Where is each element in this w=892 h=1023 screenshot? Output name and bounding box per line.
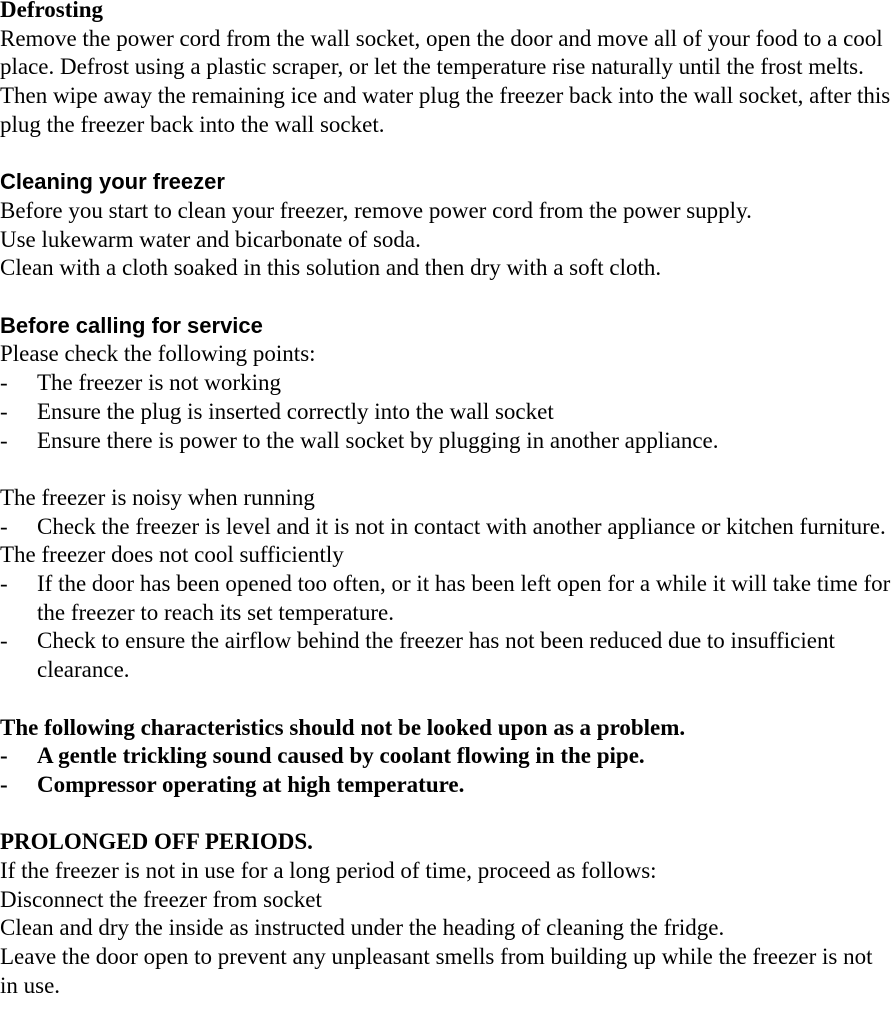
spacer: [0, 685, 892, 714]
list-item: [0, 771, 892, 800]
list-item-text: Ensure the plug is inserted correctly into the wall socket: [37, 398, 554, 424]
dash-bullet: -: [0, 370, 8, 396]
list-item: [0, 427, 892, 456]
dash-bullet: -: [0, 771, 8, 797]
defrosting-heading: Defrosting: [0, 0, 104, 22]
dash-bullet: -: [0, 743, 8, 769]
service-intro: Please check the following points:: [0, 341, 316, 367]
cleaning-line: Use lukewarm water and bicarbonate of soda.: [0, 226, 421, 252]
service-section: [0, 312, 892, 685]
list-item-text: Ensure there is power to the wall socket by plugging in another appliance.: [37, 427, 719, 453]
cleaning-line: Clean with a cloth soaked in this solution and then dry with a soft cloth.: [0, 255, 662, 281]
list-item-text: Compressor operating at high temperature.: [37, 771, 465, 797]
prolonged-line: Clean and dry the inside as instructed under the heading of cleaning the fridge.: [0, 915, 725, 941]
characteristics-section: [0, 714, 892, 800]
spacer: [0, 140, 892, 169]
prolonged-line: Leave the door open to prevent any unpleasant smells from building up while the freezer is not in use.: [0, 944, 873, 998]
list-item: [0, 627, 892, 684]
spacer: [0, 800, 892, 829]
prolonged-heading: PROLONGED OFF PERIODS.: [0, 829, 313, 855]
list-item: [0, 369, 892, 398]
prolonged-line: If the freezer is not in use for a long period of time, proceed as follows:: [0, 858, 657, 884]
cool-title: The freezer does not cool sufficiently: [0, 542, 344, 568]
service-heading: Before calling for service: [0, 312, 263, 338]
dash-bullet: -: [0, 513, 8, 539]
prolonged-section: [0, 828, 892, 1000]
list-item-text: The freezer is not working: [37, 370, 281, 396]
list-item-text: If the door has been opened too often, or it has been left open for a while it will take time for the freezer to reach its set temperature.: [37, 571, 891, 625]
defrosting-body: Remove the power cord from the wall socket, open the door and move all of your food to a cool place. Defrost using a plastic scraper, or let the temperature rise naturally until the frost melts. Then wipe away the remaining ice and water plug the freezer back into the wall socket, after this plug the freezer back into the wall socket.: [0, 25, 891, 137]
dash-bullet: -: [0, 571, 8, 597]
prolonged-line: Disconnect the freezer from socket: [0, 886, 322, 912]
list-item-text: Check the freezer is level and it is not in contact with another appliance or kitchen furniture.: [37, 513, 886, 539]
dash-bullet: -: [0, 628, 8, 654]
spacer: [0, 283, 892, 312]
dash-bullet: -: [0, 398, 8, 424]
characteristics-heading: The following characteristics should not be looked upon as a problem.: [0, 714, 686, 740]
cleaning-line: Before you start to clean your freezer, remove power cord from the power supply.: [0, 197, 752, 223]
list-item: [0, 513, 892, 542]
list-item-text: A gentle trickling sound caused by coolant flowing in the pipe.: [37, 743, 645, 769]
list-item: [0, 398, 892, 427]
noisy-title: The freezer is noisy when running: [0, 484, 315, 510]
list-item: [0, 742, 892, 771]
list-item-text: Check to ensure the airflow behind the freezer has not been reduced due to insufficient clearance.: [37, 628, 835, 683]
cleaning-section: [0, 168, 892, 283]
cleaning-heading: Cleaning your freezer: [0, 169, 225, 195]
spacer: [0, 455, 892, 484]
dash-bullet: -: [0, 427, 8, 453]
list-item: [0, 570, 892, 627]
defrosting-section: [0, 0, 892, 140]
